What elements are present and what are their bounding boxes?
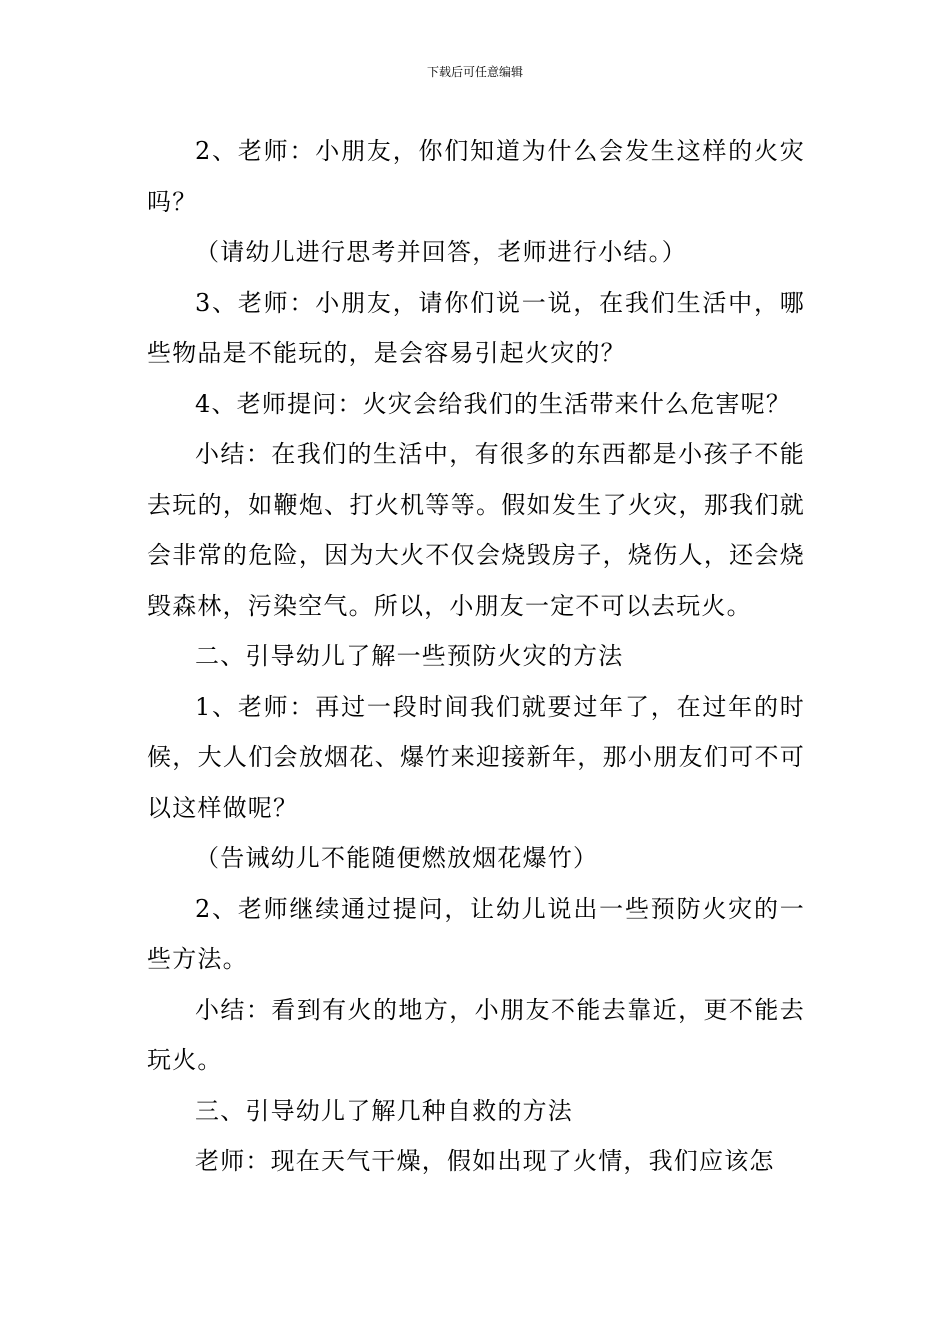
page-header-note: 下载后可任意编辑	[426, 65, 523, 79]
paragraph-question-fire-cause: 2、老师：小朋友，你们知道为什么会发生这样的火灾吗？	[147, 137, 805, 216]
paragraph-dangerous-items: 3、老师：小朋友，请你们说一说，在我们生活中，哪些物品是不能玩的，是会容易引起火灾的？	[147, 288, 805, 367]
paragraph-new-year-fireworks: 1、老师：再过一段时间我们就要过年了，在过年的时候，大人们会放烟花、爆竹来迎接新年，那小朋友们可不可以这样做呢？	[147, 692, 805, 822]
paragraph-summary-stay-away: 小结：看到有火的地方，小朋友不能去靠近，更不能去玩火。	[147, 995, 805, 1074]
paragraph-dry-weather: 老师：现在天气干燥，假如出现了火情，我们应该怎	[195, 1147, 775, 1175]
paragraph-prevention-methods: 2、老师继续通过提问，让幼儿说出一些预防火灾的一些方法。	[147, 894, 805, 973]
paragraph-think-and-answer: （请幼儿进行思考并回答，老师进行小结。）	[195, 238, 687, 266]
paragraph-fire-harm-question: 4、老师提问：火灾会给我们的生活带来什么危害呢？	[195, 389, 792, 418]
document-body	[147, 126, 805, 1187]
section-heading-prevention: 二、引导幼儿了解一些预防火灾的方法	[195, 642, 624, 670]
paragraph-firework-warning: （告诫幼儿不能随便燃放烟花爆竹）	[195, 844, 599, 872]
paragraph-summary-fire-danger: 小结：在我们的生活中，有很多的东西都是小孩子不能去玩的，如鞭炮、打火机等等。假如发生了火灾，那我们就会非常的危险，因为大火不仅会烧毁房子，烧伤人，还会烧毁森林，污染空气。所以，小朋友一定不可以去玩火。	[147, 440, 805, 620]
section-heading-self-rescue: 三、引导幼儿了解几种自救的方法	[195, 1096, 573, 1125]
